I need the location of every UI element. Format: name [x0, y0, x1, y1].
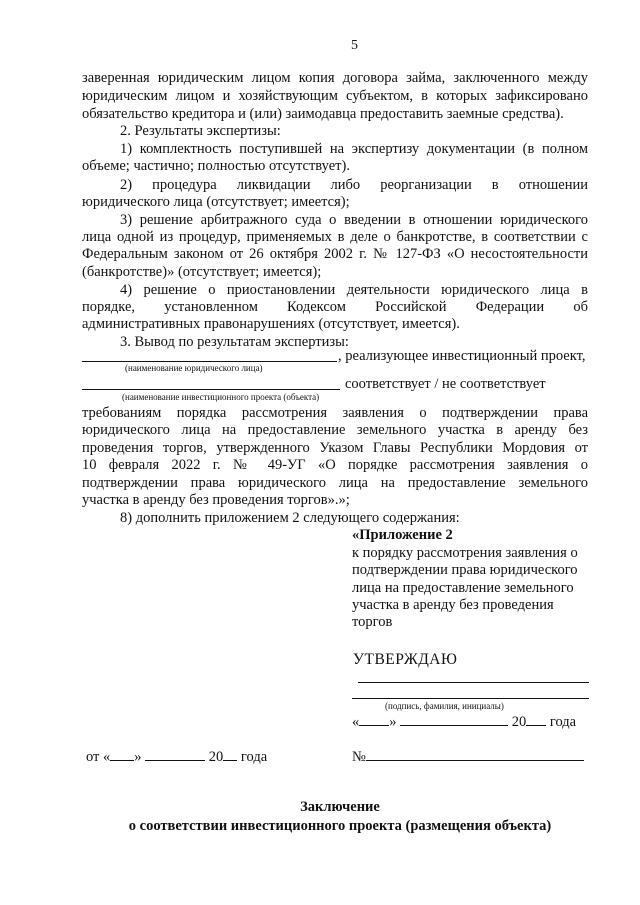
conclusion-text: , реализующее инвестиционный проект,	[338, 348, 586, 364]
appendix-line: подтверждении права юридического	[352, 562, 578, 578]
appendix-line: лица на предоставление земельного	[352, 580, 574, 596]
paragraph-line: юридическим лицом и хозяйствующим субъектом, в которых зафиксировано	[82, 88, 588, 104]
appendix-line: торгов	[352, 614, 393, 630]
approval-date	[352, 713, 576, 731]
caption-entity: (наименование юридического лица)	[125, 363, 263, 373]
list-item-line: 2) процедура ликвидации либо реорганизации в отношении	[120, 177, 588, 193]
approver-line-2[interactable]	[352, 698, 589, 699]
caption-project: (наименование инвестиционного проекта (объекта)	[122, 392, 320, 402]
appendix-line: участка в аренду без проведения	[352, 597, 554, 613]
day-field[interactable]	[359, 713, 389, 726]
number-sign: №	[352, 749, 366, 765]
list-item-line: (банкротстве)» (отсутствует; имеется);	[82, 264, 322, 280]
list-item-line: 4) решение о приостановлении деятельности юридического лица в	[120, 282, 588, 298]
date-open-quote: «	[352, 714, 360, 730]
document-date	[86, 748, 267, 766]
list-item-line: объеме; частично; полностью отсутствует).	[82, 158, 350, 174]
list-item-line: 1) комплектность поступившей на экспертизу документации (в полном	[120, 141, 588, 157]
year-field[interactable]	[526, 713, 546, 726]
requirements-line: участка в аренду без проведения торгов».»;	[82, 492, 350, 508]
list-item-line: юридического лица (отсутствует; имеется);	[82, 194, 350, 210]
year-word: года	[549, 714, 577, 730]
appendix-title: «Приложение 2	[352, 527, 453, 543]
entity-name-field[interactable]	[82, 361, 337, 362]
conclusion-text: соответствует / не соответствует	[345, 376, 546, 392]
paragraph-line: заверенная юридическим лицом копия договора займа, заключенного между	[82, 70, 588, 86]
project-name-field[interactable]	[82, 389, 340, 390]
section-heading: 2. Результаты экспертизы:	[120, 123, 281, 139]
document-subtitle: о соответствии инвестиционного проекта (размещения объекта)	[128, 818, 552, 834]
document-title: Заключение	[300, 799, 380, 815]
requirements-line: подтверждении права юридического лица на предоставление земельного	[82, 475, 588, 491]
page-number: 5	[351, 38, 358, 53]
year-word: года	[240, 749, 268, 765]
list-item-line: 8) дополнить приложением 2 следующего содержания:	[120, 510, 460, 526]
year-prefix: 20	[208, 749, 224, 765]
paragraph-line: обязательство кредитора и (или) заимодавца предоставить заемные средства).	[82, 106, 564, 122]
approver-line-1[interactable]	[358, 682, 589, 683]
list-item-line: Федеральным законом от 26 октября 2002 г. № 127-ФЗ «О несостоятельности	[82, 246, 588, 262]
appendix-line: к порядку рассмотрения заявления о	[352, 545, 578, 561]
date-close-quote: »	[389, 714, 397, 730]
list-item-line: лица одной из процедур, применяемых в деле о банкротстве, в соответствии с	[82, 229, 588, 245]
day-field[interactable]	[110, 748, 134, 761]
month-field[interactable]	[400, 713, 508, 726]
requirements-line: требованиям порядка рассмотрения заявления о подтверждении права	[82, 405, 588, 421]
caption-signature: (подпись, фамилия, инициалы)	[385, 701, 504, 711]
list-item-line: порядке, установленном Кодексом Российской Федерации об	[82, 299, 588, 315]
requirements-line: 10 февраля 2022 г. № 49-УГ «О порядке рассмотрения заявления о	[82, 457, 588, 473]
section-heading: 3. Вывод по результатам экспертизы:	[120, 334, 349, 350]
date-prefix: от «	[86, 749, 111, 765]
year-prefix: 20	[511, 714, 527, 730]
month-field[interactable]	[145, 748, 205, 761]
number-field[interactable]	[366, 748, 584, 761]
requirements-line: юридического лица на предоставление земельного участка в аренду без	[82, 422, 588, 438]
document-number	[352, 748, 584, 766]
requirements-line: проведения торгов, утвержденного Указом Главы Республики Мордовия от	[82, 440, 588, 456]
year-field[interactable]	[223, 748, 237, 761]
list-item-line: административных правонарушениях (отсутствует, имеется).	[82, 316, 460, 332]
list-item-line: 3) решение арбитражного суда о введении в отношении юридического	[120, 212, 588, 228]
approve-label: УТВЕРЖДАЮ	[353, 651, 458, 668]
date-close-quote: »	[134, 749, 142, 765]
